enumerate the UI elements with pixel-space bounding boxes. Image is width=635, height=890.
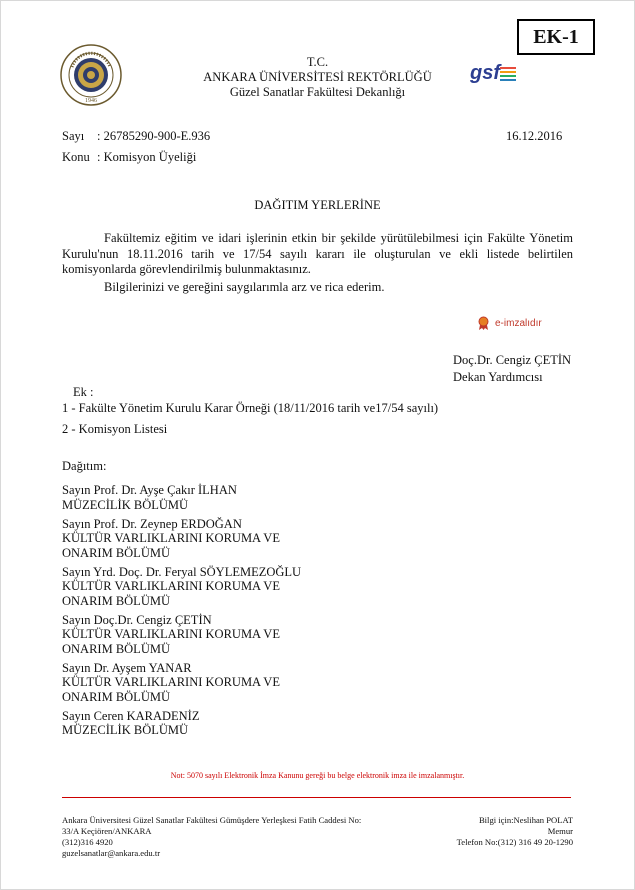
recipient-department: KÜLTÜR VARLIKLARINI KORUMA VE xyxy=(62,531,280,545)
header-faculty: Güzel Sanatlar Fakültesi Dekanlığı xyxy=(229,85,406,99)
contact-person: Bilgi için:Neslihan POLAT xyxy=(478,815,573,825)
signatory-title: Dekan Yardımcısı xyxy=(453,370,543,384)
sayi-label: Sayı xyxy=(62,129,85,143)
recipient-name: Sayın Doç.Dr. Cengiz ÇETİN xyxy=(62,612,212,627)
konu-label: Konu xyxy=(62,150,90,164)
document-date: 16.12.2016 xyxy=(506,129,563,143)
distribution-item xyxy=(62,709,301,738)
header-university: ANKARA ÜNİVERSİTESİ REKTÖRLÜĞÜ xyxy=(203,70,432,84)
recipient-department: ONARIM BÖLÜMÜ xyxy=(62,593,170,608)
distribution-item xyxy=(62,661,301,705)
recipient-name: Sayın Ceren KARADENİZ xyxy=(62,708,200,723)
header-tc: T.C. xyxy=(306,55,329,69)
recipient-name: Sayın Prof. Dr. Ayşe Çakır İLHAN xyxy=(62,483,237,497)
footer-divider xyxy=(62,797,571,798)
e-signature-note: Not: 5070 sayılı Elektronik İmza Kanunu gereği bu belge elektronik imza ile imzalanmıştır. xyxy=(170,771,465,780)
recipient-name: Sayın Dr. Ayşem YANAR xyxy=(62,660,192,675)
attachment-item: 1 - Fakülte Yönetim Kurulu Karar Örneği (18/11/2016 tarih ve17/54 sayılı) xyxy=(62,401,439,415)
recipient-department: MÜZECİLİK BÖLÜMÜ xyxy=(62,497,189,512)
body-paragraph-2: Bilgilerinizi ve gereğini saygılarımla arz ve rica ederim. xyxy=(104,280,385,294)
footer-address-line: 33/A Keçiören/ANKARA xyxy=(62,826,152,836)
footer-address xyxy=(62,815,361,859)
attachments-label: Ek : xyxy=(73,385,94,399)
contact-phone: Telefon No:(312) 316 49 20-1290 xyxy=(456,837,573,847)
seal-year: 1946 xyxy=(85,98,97,104)
distribution-item xyxy=(62,517,301,561)
attachment-item: 2 - Komisyon Listesi xyxy=(62,422,168,436)
recipient-name: Sayın Prof. Dr. Zeynep ERDOĞAN xyxy=(62,516,242,531)
addressee: DAĞITIM YERLERİNE xyxy=(254,198,381,212)
recipient-department: KÜLTÜR VARLIKLARINI KORUMA VE xyxy=(62,579,280,593)
sayi-value: : 26785290-900-E.936 xyxy=(97,129,211,143)
distribution-label: Dağıtım: xyxy=(62,459,107,473)
e-signature-badge xyxy=(477,316,542,331)
recipient-department: ONARIM BÖLÜMÜ xyxy=(62,689,170,704)
konu-value: : Komisyon Üyeliği xyxy=(97,150,197,164)
gsf-logo-text: gsf xyxy=(470,62,500,84)
footer-email: guzelsanatlar@ankara.edu.tr xyxy=(62,848,161,858)
recipient-name: Sayın Yrd. Doç. Dr. Feryal SÖYLEMEZOĞLU xyxy=(62,564,302,579)
ribbon-icon xyxy=(477,316,490,331)
footer-phone: (312)316 4920 xyxy=(62,837,113,847)
body-paragraph-1: Fakültemiz eğitim ve idari işlerinin etkin bir şekilde yürütülebilmesi için Fakülte Yönetim Kurulu'nun 18.11.2016 tarih ve 17/54 sayılı kararı ile oluşturulan ve ekli listede belirtilen komisyonlarda görevlendirilmiş bulunmaktasınız. xyxy=(62,231,573,276)
recipient-department: MÜZECİLİK BÖLÜMÜ xyxy=(62,723,189,737)
footer-contact xyxy=(400,815,573,848)
distribution-item xyxy=(62,483,301,512)
recipient-department: KÜLTÜR VARLIKLARINI KORUMA VE xyxy=(62,675,280,689)
distribution-item xyxy=(62,565,301,609)
distribution-item xyxy=(62,613,301,657)
signatory-name: Doç.Dr. Cengiz ÇETİN xyxy=(453,353,572,367)
contact-title: Memur xyxy=(547,826,573,836)
attachment-stamp: EK-1 xyxy=(517,19,595,55)
distribution-list xyxy=(62,483,301,742)
footer-address-line: Ankara Üniversitesi Güzel Sanatlar Fakültesi Gümüşdere Yerleşkesi Fatih Caddesi No: xyxy=(62,815,362,825)
e-signature-label: e-imzalıdır xyxy=(495,318,542,329)
recipient-department: KÜLTÜR VARLIKLARINI KORUMA VE xyxy=(62,627,280,641)
recipient-department: ONARIM BÖLÜMÜ xyxy=(62,545,170,560)
recipient-department: ONARIM BÖLÜMÜ xyxy=(62,641,170,656)
